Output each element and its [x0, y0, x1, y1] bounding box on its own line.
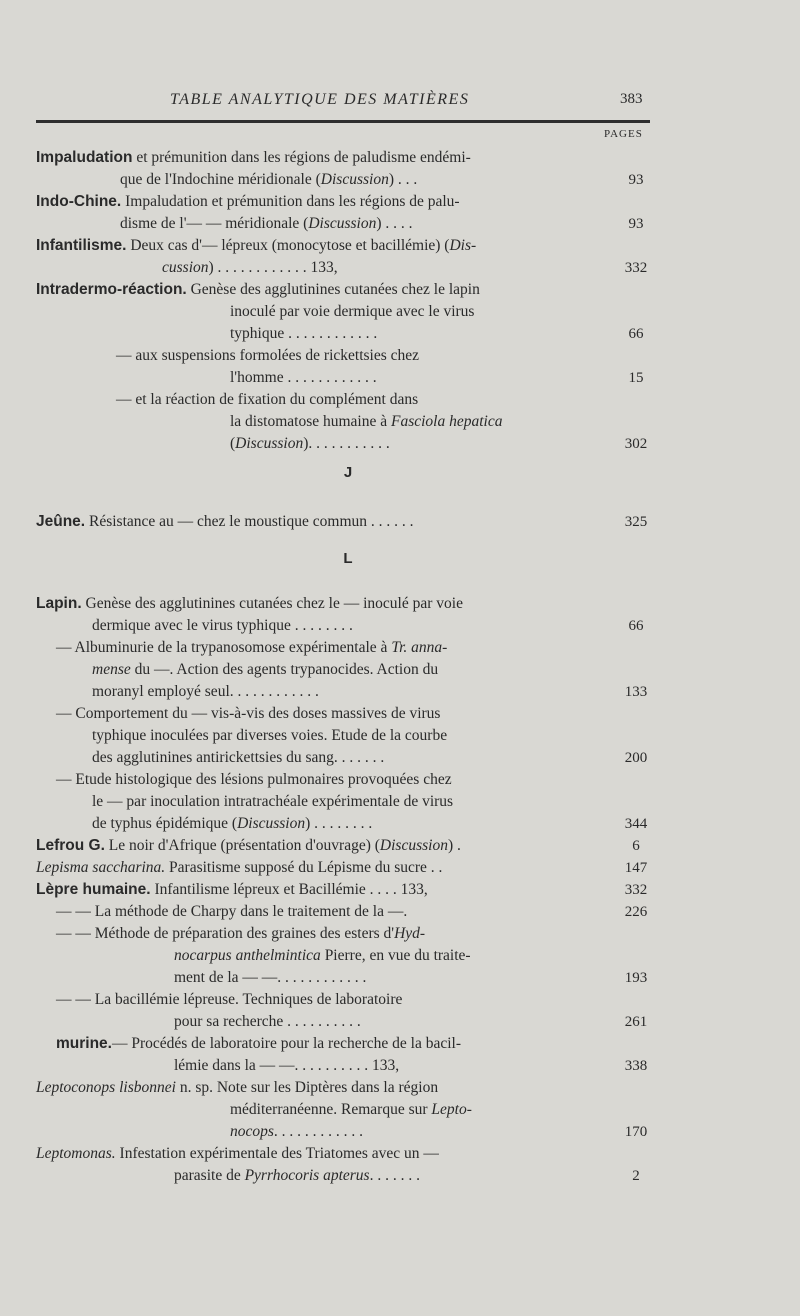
entry-text: ) . . . . [376, 215, 413, 232]
section-letter: J [343, 464, 353, 481]
index-line [36, 280, 480, 300]
italic-text: nocarpus anthelmintica [174, 947, 321, 964]
index-line [230, 434, 390, 454]
entry-text: — — La méthode de Charpy dans le traitement de la —. [56, 903, 408, 920]
page-reference: 66 [628, 618, 644, 634]
entry-text: moranyl employé seul. . . . . . . . . . . . [92, 683, 319, 700]
entry-text: ) . . . . . . . . [305, 815, 373, 832]
entry-text: — Albuminurie de la trypanosomose expérimentale à [56, 639, 392, 656]
entry-text: ). . . . . . . . . . . [303, 435, 390, 452]
index-line [92, 616, 353, 636]
page-reference: 2 [632, 1168, 640, 1184]
entry-text: — aux suspensions formolées de rickettsies chez [116, 347, 420, 364]
index-line [56, 638, 447, 658]
entry-text: Résistance au — chez le moustique commun . . . . . . [85, 513, 414, 530]
entry-text: parasite de [174, 1167, 245, 1184]
pages-column-label: PAGES [604, 128, 643, 140]
entry-text: — Comportement du — vis-à-vis des doses massives de virus [56, 705, 441, 722]
entry-text: Deux cas d'— lépreux (monocytose et bacillémie) ( [126, 237, 450, 254]
index-line [230, 412, 503, 432]
entry-text: que de l'Indochine méridionale ( [120, 171, 321, 188]
running-header-title: TABLE ANALYTIQUE DES MATIÈRES [170, 91, 470, 108]
entry-text: disme de l'— — méridionale ( [120, 215, 309, 232]
page-reference: 226 [624, 904, 648, 920]
italic-text: Lepisma saccharina. [36, 859, 166, 876]
italic-text: Tr. anna- [391, 639, 448, 656]
index-line [92, 726, 447, 746]
index-line [56, 704, 440, 724]
entry-text: ) . [447, 837, 461, 854]
italic-text: Dis- [449, 237, 477, 254]
page-reference: 325 [624, 514, 648, 530]
italic-text: Leptomonas. [36, 1145, 116, 1162]
italic-text: Lepto- [431, 1101, 472, 1118]
page-reference: 15 [628, 370, 644, 386]
entry-keyword: murine. [56, 1035, 112, 1052]
index-line [174, 1012, 361, 1032]
index-line [174, 1166, 420, 1186]
italic-text: Discussion [237, 815, 306, 832]
index-line [116, 346, 419, 366]
index-line [56, 924, 425, 944]
entry-text: lémie dans la — —. . . . . . . . . . 133, [174, 1057, 400, 1074]
entry-text: dermique avec le virus typhique . . . . . . . . [92, 617, 353, 634]
entry-text: ) . . . [388, 171, 418, 188]
entry-text: — [111, 1035, 132, 1052]
entry-keyword: Lèpre humaine. [36, 881, 151, 898]
index-line [36, 880, 428, 900]
index-line [174, 1056, 399, 1076]
entry-text: le — par inoculation intratrachéale expérimentale de virus [92, 793, 454, 810]
entry-text: inoculé par voie dermique avec le virus [230, 303, 475, 320]
entry-text: la distomatose humaine à [230, 413, 391, 430]
italic-text: Discussion [308, 215, 377, 232]
italic-text: mense [92, 661, 131, 678]
index-line [36, 236, 476, 256]
entry-text: — Etude histologique des lésions pulmonaires provoquées chez [56, 771, 452, 788]
page-reference: 133 [624, 684, 648, 700]
page-reference: 66 [628, 326, 644, 342]
entry-keyword: Indo-Chine. [36, 193, 122, 210]
page-reference: 6 [632, 838, 640, 854]
index-line [230, 324, 377, 344]
entry-text: méditerranéenne. Remarque sur [230, 1101, 432, 1118]
entry-text: Infantilisme lépreux et Bacillémie . . . . 133, [150, 881, 428, 898]
index-line [92, 792, 453, 812]
entry-text: ment de la — —. . . . . . . . . . . . [174, 969, 367, 986]
entry-keyword: Infantilisme. [36, 237, 127, 254]
index-line [36, 192, 460, 212]
index-line [120, 214, 413, 234]
index-line [36, 512, 414, 532]
page-reference: 332 [624, 882, 648, 898]
page-reference: 93 [628, 216, 644, 232]
index-line [230, 302, 474, 322]
italic-text: Fasciola hepatica [391, 413, 503, 430]
index-line [174, 968, 366, 988]
page-reference: 332 [624, 260, 648, 276]
entry-text: — — La bacillémie lépreuse. Techniques de laboratoire [56, 991, 403, 1008]
page-reference: 93 [628, 172, 644, 188]
index-line [36, 858, 442, 878]
italic-text: Discussion [379, 837, 448, 854]
index-line [56, 990, 402, 1010]
italic-text: cussion [162, 259, 209, 276]
entry-text: et prémunition dans les régions de paludisme endémi- [132, 149, 471, 166]
entry-text: Parasitisme supposé du Lépisme du sucre . . [165, 859, 443, 876]
index-line [36, 148, 471, 168]
italic-text: Leptoconops lisbonnei [36, 1079, 176, 1096]
index-line [36, 836, 461, 856]
index-line [36, 594, 463, 614]
entry-text: du —. Action des agents trypanocides. Action du [130, 661, 439, 678]
index-line [230, 1122, 363, 1142]
italic-text: Hyd- [394, 925, 426, 942]
index-line [92, 660, 438, 680]
entry-text: n. sp. Note sur les Diptères dans la région [175, 1079, 439, 1096]
section-letter: L [343, 550, 353, 567]
entry-keyword: Intradermo-réaction. [36, 281, 187, 298]
entry-text: typhique inoculées par diverses voies. Etude de la courbe [92, 727, 448, 744]
index-line [230, 368, 377, 388]
entry-text: Genèse des agglutinines cutanées chez le — inoculé par voie [81, 595, 463, 612]
page-reference: 193 [624, 970, 648, 986]
index-line [120, 170, 417, 190]
entry-text: Procédés de laboratoire pour la recherche de la bacil- [131, 1035, 461, 1052]
entry-keyword: Lapin. [36, 595, 82, 612]
italic-text: Pyrrhocoris apterus [244, 1167, 370, 1184]
entry-text: ( [230, 435, 236, 452]
entry-text: des agglutinines antirickettsies du sang. . . . . . . [92, 749, 385, 766]
header-rule [36, 120, 650, 123]
index-line [116, 390, 418, 410]
entry-text: de typhus épidémique ( [92, 815, 238, 832]
italic-text: Discussion [320, 171, 389, 188]
index-line [174, 946, 471, 966]
index-line [56, 770, 452, 790]
page-reference: 170 [624, 1124, 648, 1140]
page-reference: 338 [624, 1058, 648, 1074]
index-line [36, 1078, 438, 1098]
entry-text: Le noir d'Afrique (présentation d'ouvrage) ( [104, 837, 380, 854]
entry-text: Impaludation et prémunition dans les régions de palu- [121, 193, 460, 210]
page-reference: 261 [624, 1014, 648, 1030]
entry-text: — et la réaction de fixation du complément dans [116, 391, 419, 408]
page-reference: 302 [624, 436, 648, 452]
entry-text: Genèse des agglutinines cutanées chez le lapin [186, 281, 480, 298]
entry-text: . . . . . . . . . . . . [273, 1123, 364, 1140]
page-reference: 344 [624, 816, 648, 832]
page-number: 383 [620, 91, 643, 107]
italic-text: nocops [230, 1123, 274, 1140]
entry-text: — — Méthode de préparation des graines des esters d' [56, 925, 395, 942]
index-line [162, 258, 338, 278]
entry-text: Pierre, en vue du traite- [320, 947, 471, 964]
entry-text: l'homme . . . . . . . . . . . . [230, 369, 377, 386]
entry-text: Infestation expérimentale des Triatomes avec un — [115, 1145, 439, 1162]
index-line [56, 902, 407, 922]
index-line [92, 748, 384, 768]
entry-keyword: Impaludation [36, 149, 133, 166]
entry-text: ) . . . . . . . . . . . . 133, [208, 259, 338, 276]
index-line [92, 682, 319, 702]
entry-text: pour sa recherche . . . . . . . . . . [174, 1013, 361, 1030]
entry-text: typhique . . . . . . . . . . . . [230, 325, 378, 342]
page-reference: 200 [624, 750, 648, 766]
entry-keyword: Lefrou G. [36, 837, 105, 854]
entry-keyword: Jeûne. [36, 513, 86, 530]
entry-text: . . . . . . . [369, 1167, 420, 1184]
page-reference: 147 [624, 860, 648, 876]
italic-text: Discussion [235, 435, 304, 452]
index-line [92, 814, 372, 834]
index-line [230, 1100, 472, 1120]
index-line [56, 1034, 461, 1054]
index-line [36, 1144, 439, 1164]
